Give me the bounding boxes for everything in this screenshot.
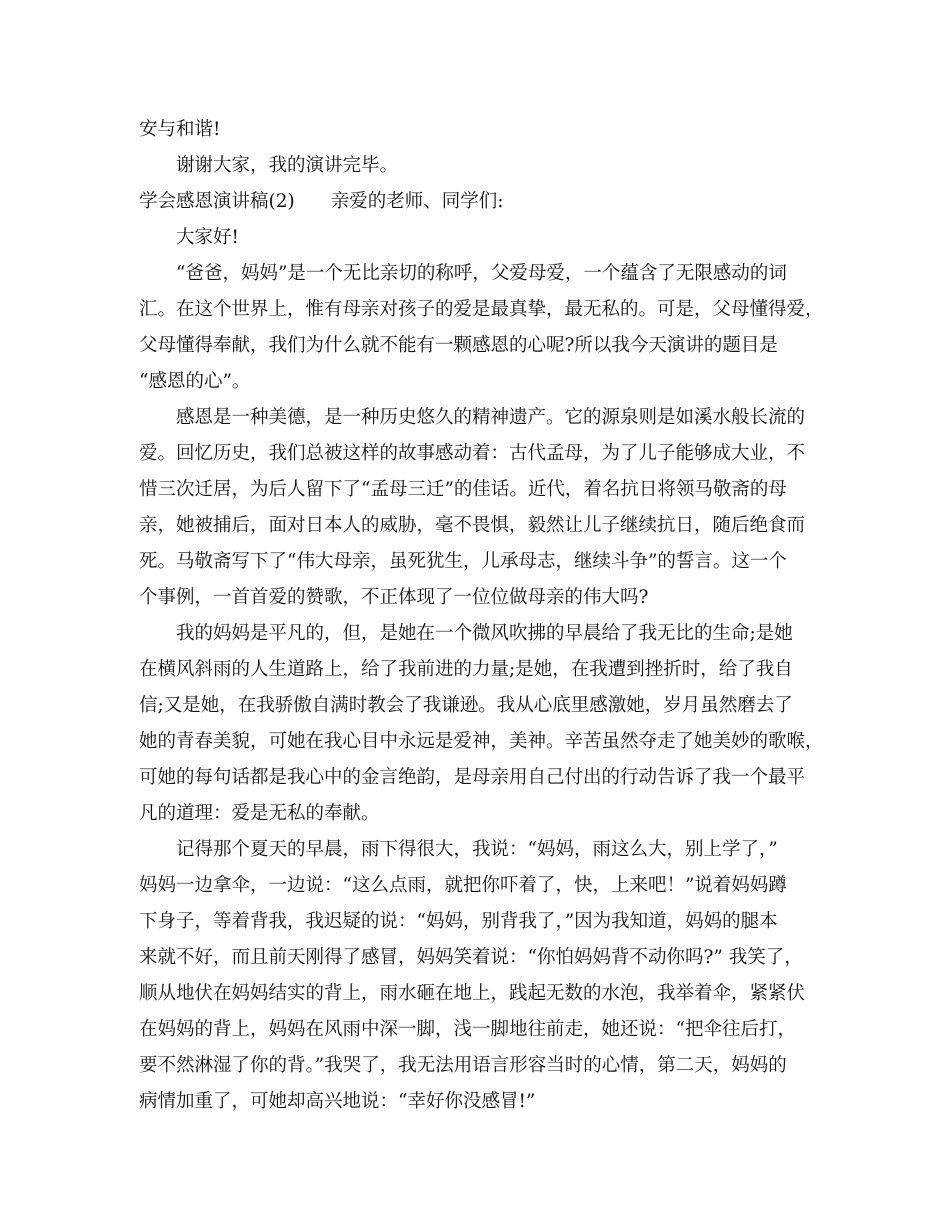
text-line: 要不然淋湿了你的背。”我哭了，我无法用语言形容当时的心情，第二天，妈妈的 [139,1055,787,1076]
text-line: 信;又是她，在我骄傲自满时教会了我谦逊。我从心底里感激她，岁月虽然磨去了 [139,695,793,716]
text-line: 顺从地伏在妈妈结实的背上，雨水砸在地上，践起无数的水泡，我举着伞，紧紧伏 [139,983,806,1004]
text-line: “爸爸，妈妈”是一个无比亲切的称呼，父爱母爱，一个蕴含了无限感动的词 [176,263,787,284]
text-line: 在妈妈的背上，妈妈在风雨中深一脚，浅一脚地往前走，她还说：“把伞往后打， [139,1019,796,1040]
text-line: 感恩是一种美德，是一种历史悠久的精神遗产。它的源泉则是如溪水般长流的 [176,407,806,428]
document-body [139,112,824,1120]
text-line: 爱。回忆历史，我们总被这样的故事感动着：古代孟母，为了儿子能够成大业，不 [139,443,806,464]
text-line: 妈妈一边拿伞，一边说：“这么点雨，就把你吓着了，快，上来吧！”说着妈妈蹲 [139,875,787,896]
text-line: 死。马敬斋写下了“伟大母亲，虽死犹生，儿承母志，继续斗争”的誓言。这一个 [139,551,787,572]
text-line: 我的妈妈是平凡的，但，是她在一个微风吹拂的早晨给了我无比的生命;是她 [176,623,793,644]
text-line: 个事例，一首首爱的赞歌，不正体现了一位位做母亲的伟大吗? [139,587,649,608]
text-line: 她的青春美貌，可她在我心目中永远是爱神，美神。辛苦虽然夺走了她美妙的歌喉， [139,731,824,752]
text-line: 记得那个夏天的早晨，雨下得很大，我说：“妈妈，雨这么大，别上学了，” [176,839,778,860]
text-line: 安与和谐! [139,119,221,140]
text-line: 来就不好，而且前天刚得了感冒，妈妈笑着说：“你怕妈妈背不动你吗?” 我笑了， [139,947,803,968]
text-line: 下身子，等着背我，我迟疑的说：“妈妈，别背我了，”因为我知道，妈妈的腿本 [139,911,778,932]
text-line: 凡的道理：爱是无私的奉献。 [139,803,380,824]
salutation: 亲爱的老师、同学们: [330,191,504,212]
text-line: 大家好! [176,227,239,248]
heading-line [139,184,819,220]
text-line: 谢谢大家，我的演讲完毕。 [176,155,399,176]
text-line: 病情加重了，可她却高兴地说：“幸好你没感冒!” [139,1091,536,1112]
text-line: 父母懂得奉献，我们为什么就不能有一颗感恩的心呢?所以我今天演讲的题目是 [139,335,778,356]
text-line: 惜三次迁居，为后人留下了“孟母三迁”的佳话。近代，着名抗日将领马敬斋的母 [139,479,787,500]
section-title: 学会感恩演讲稿(2) [139,191,295,212]
text-line: 可她的每句话都是我心中的金言绝韵，是母亲用自己付出的行动告诉了我一个最平 [139,767,806,788]
text-line: 汇。在这个世界上，惟有母亲对孩子的爱是最真挚，最无私的。可是，父母懂得爱， [139,299,824,320]
text-line: “感恩的心”。 [139,371,251,392]
text-line: 在横风斜雨的人生道路上，给了我前进的力量;是她，在我遭到挫折时，给了我自 [139,659,793,680]
text-line: 亲，她被捕后，面对日本人的威胁，毫不畏惧，毅然让儿子继续抗日，随后绝食而 [139,515,806,536]
